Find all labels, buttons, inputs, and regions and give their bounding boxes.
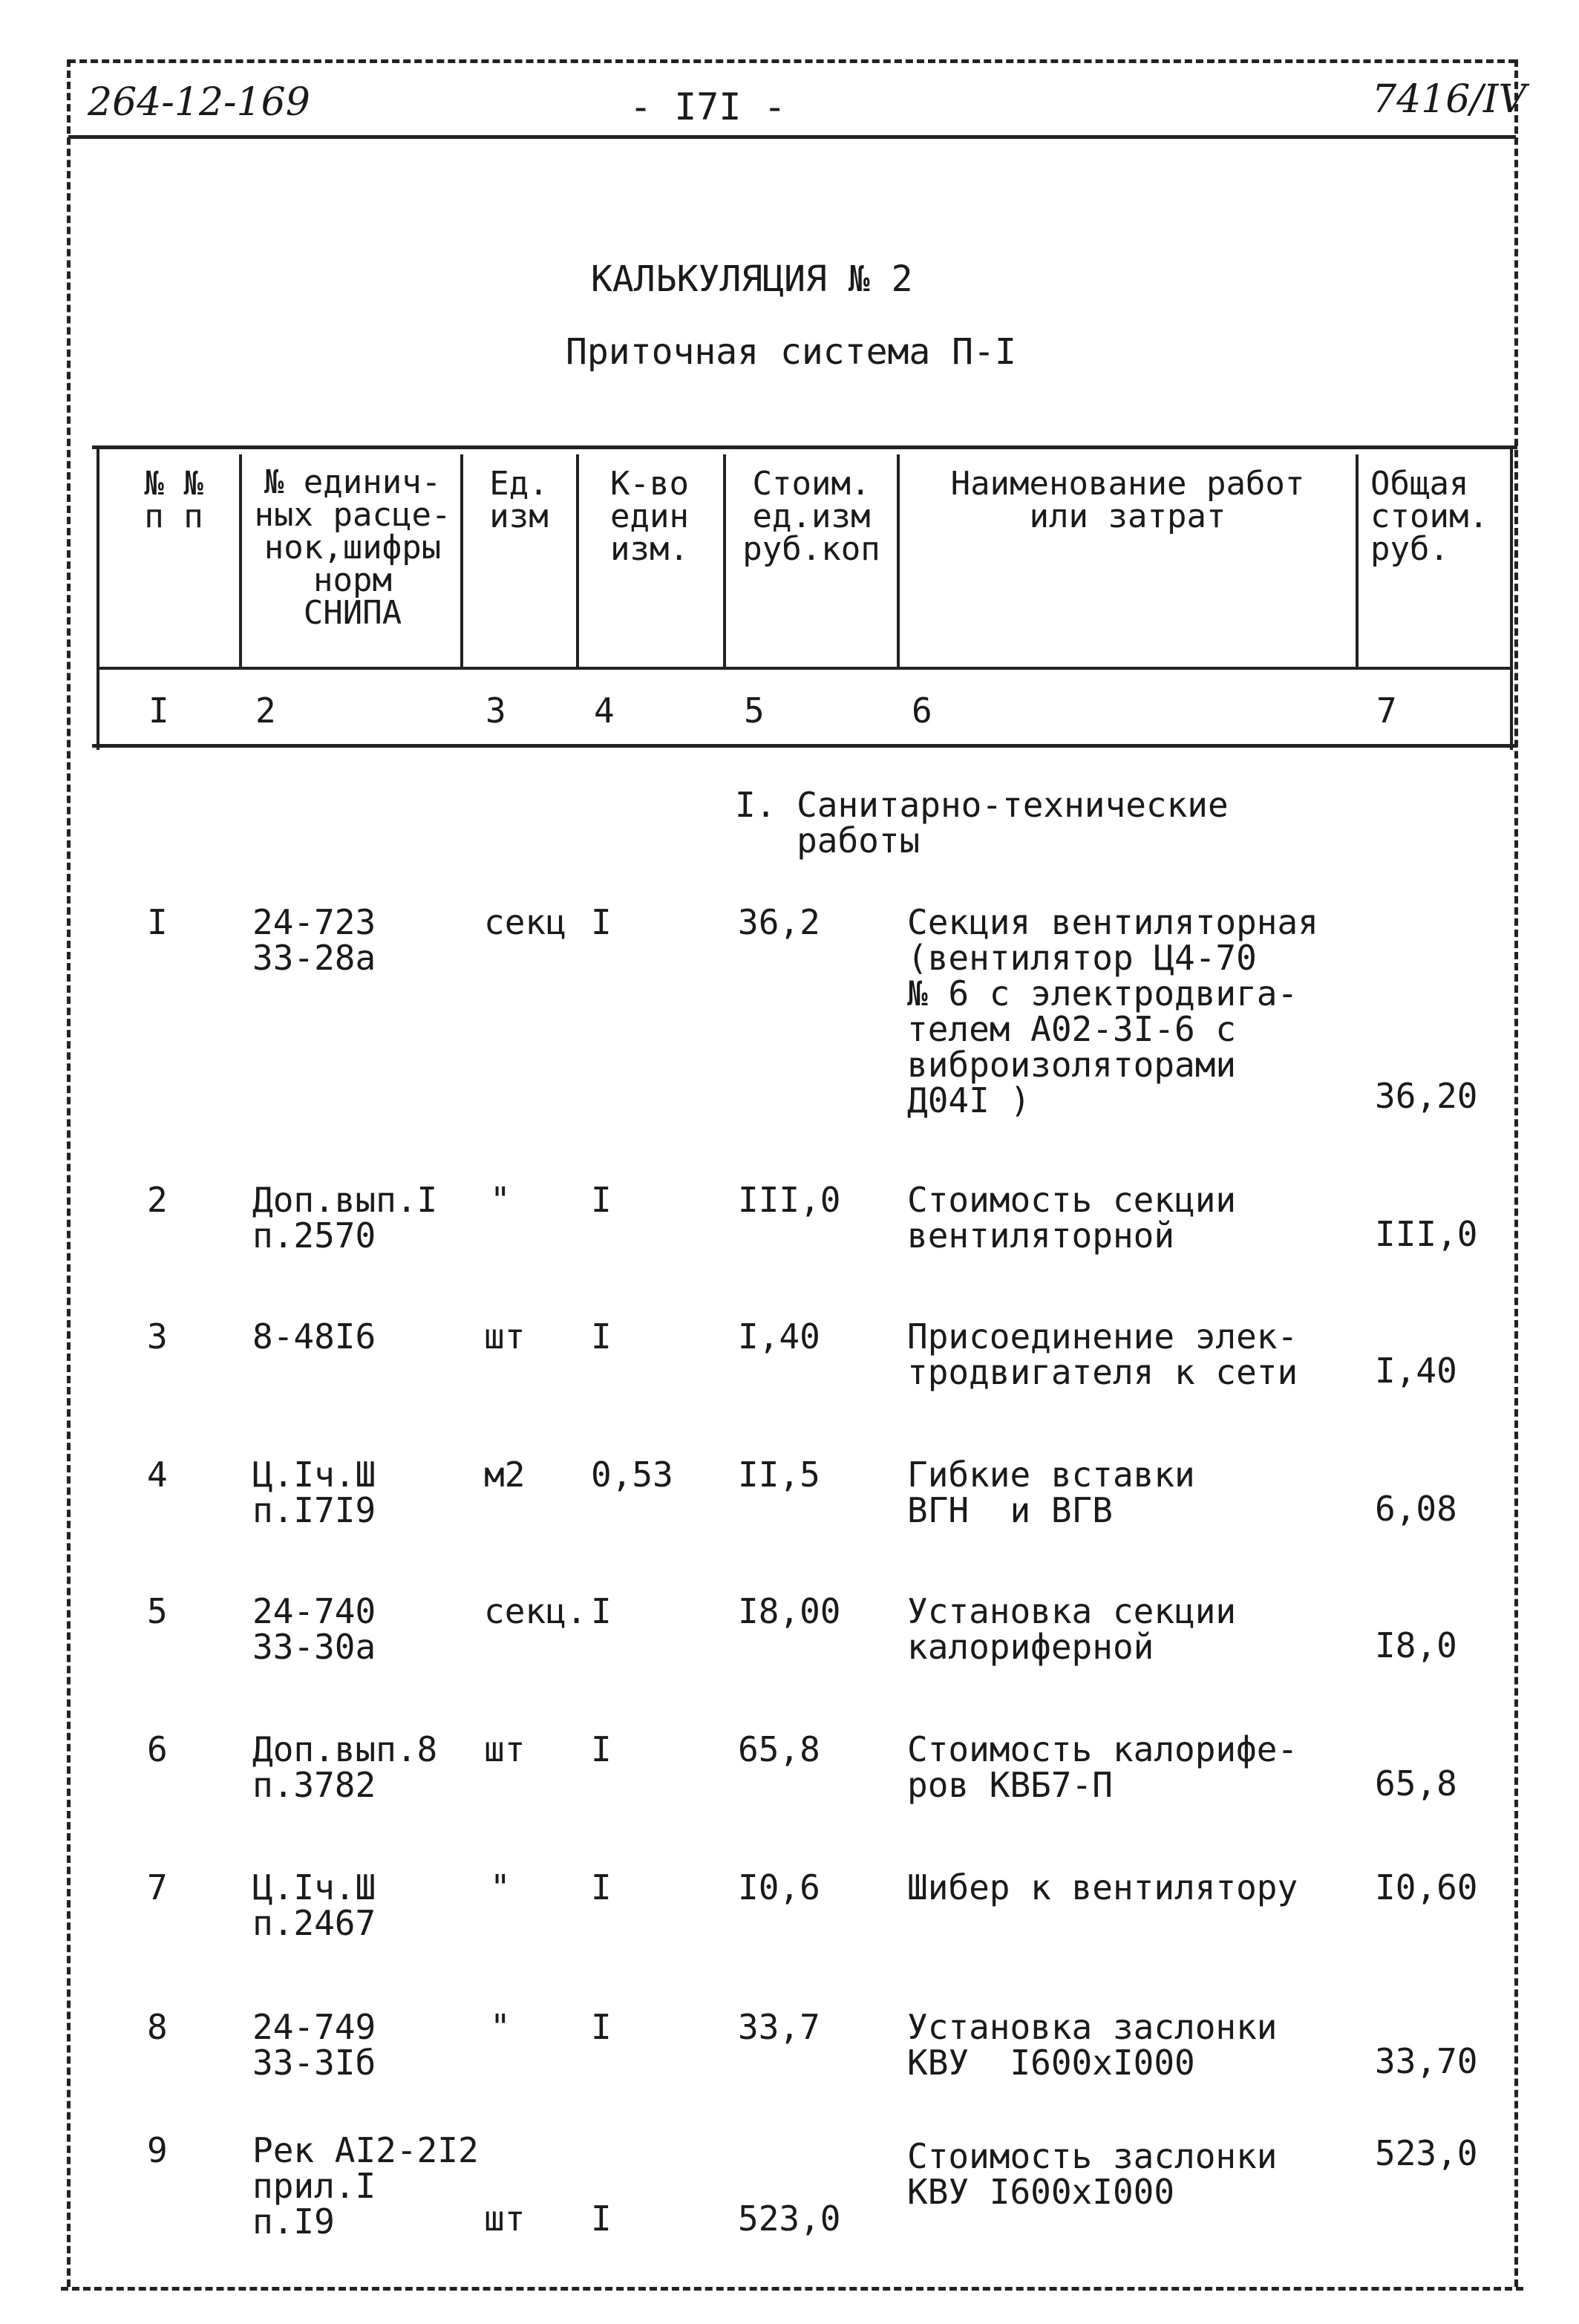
column-number-6: 6 [912, 691, 932, 731]
row-unit: шт [484, 1316, 526, 1357]
column-header-6: Наименование работ или затрат [950, 465, 1305, 535]
column-divider [239, 454, 242, 670]
row-unit: секц. [484, 1591, 587, 1631]
row-code: 24-723 33-28а [252, 902, 376, 978]
row-qty: I [591, 1180, 612, 1220]
page-title: КАЛЬКУЛЯЦИЯ № 2 [591, 258, 913, 300]
row-price: 523,0 [738, 2199, 841, 2239]
row-name: Установка секции калориферной [907, 1591, 1237, 1667]
row-total: 65,8 [1375, 1763, 1457, 1804]
column-number-7: 7 [1376, 691, 1397, 731]
row-qty: I [591, 1729, 612, 1769]
row-code: Ц.Iч.Ш п.2467 [252, 1867, 376, 1943]
row-price: I0,6 [738, 1867, 820, 1907]
row-unit: шт [484, 2199, 526, 2239]
table-top-rule [92, 445, 1517, 449]
column-number-4: 4 [594, 691, 615, 731]
row-price: I,40 [738, 1316, 820, 1357]
column-number-5: 5 [744, 691, 765, 731]
row-total: III,0 [1375, 1214, 1478, 1254]
row-unit: шт [484, 1729, 526, 1769]
row-price: II,5 [738, 1455, 820, 1495]
row-number: 2 [147, 1180, 168, 1220]
row-total: 36,20 [1375, 1076, 1478, 1116]
row-unit: " [490, 1180, 511, 1220]
row-number: I [147, 902, 168, 942]
column-number-1: I [148, 691, 169, 731]
frame-right-border [1514, 59, 1518, 2287]
column-header-5: Стоим. ед.изм руб.коп [742, 465, 880, 568]
row-unit: " [490, 1867, 511, 1907]
row-qty: I [591, 1591, 612, 1631]
row-total: I8,0 [1375, 1625, 1457, 1665]
row-code: Доп.вып.8 п.3782 [252, 1729, 438, 1805]
row-price: 36,2 [738, 902, 820, 942]
row-code: 24-749 33-3Iб [252, 2007, 376, 2083]
header-rule [68, 135, 1516, 139]
row-name: Стоимость калорифе- ров КВБ7-П [907, 1729, 1298, 1805]
column-number-2: 2 [255, 691, 276, 731]
row-total: 6,08 [1375, 1489, 1457, 1529]
row-code: Рек АI2-2I2 прил.I п.I9 [252, 2130, 479, 2242]
row-name: Секция вентиляторная (вентилятор Ц4-70 № 6 с электродвига- телем А02-3I-6 с виброизоляторами Д04I ) [907, 902, 1318, 1120]
row-qty: I [591, 902, 612, 942]
row-qty: I [591, 2199, 612, 2239]
row-total: 523,0 [1375, 2133, 1478, 2173]
table-bottom-rule [92, 744, 1517, 748]
sheet-code: 7416/IV [1372, 77, 1526, 122]
row-number: 3 [147, 1316, 168, 1357]
row-code: Доп.вып.I п.2570 [252, 1180, 438, 1256]
row-total: 33,70 [1375, 2041, 1478, 2081]
row-price: 33,7 [738, 2007, 820, 2047]
row-price: III,0 [738, 1180, 841, 1220]
column-header-2: № единич- ных расце- нок,шифры норм СНИПА [254, 463, 451, 632]
row-name: Шибер к вентилятору [907, 1867, 1298, 1907]
column-header-3: Ед. изм [489, 465, 549, 535]
row-unit: м2 [484, 1455, 526, 1495]
column-number-3: 3 [486, 691, 506, 731]
row-price: 65,8 [738, 1729, 820, 1769]
frame-left-border [67, 59, 71, 2287]
page-number: - I7I - [630, 85, 786, 128]
row-total: I0,60 [1375, 1867, 1478, 1907]
row-number: 5 [147, 1591, 168, 1631]
row-code: 24-740 33-30а [252, 1591, 376, 1667]
row-price: I8,00 [738, 1591, 841, 1631]
row-name: Гибкие вставки ВГН и ВГВ [907, 1455, 1195, 1530]
row-qty: I [591, 2007, 612, 2047]
frame-bottom-border [61, 2287, 1523, 2291]
row-code: Ц.Iч.Ш п.I7I9 [252, 1455, 376, 1530]
column-header-1: № № п п [144, 465, 203, 535]
column-header-4: К-во един изм. [610, 465, 689, 568]
row-qty: I [591, 1867, 612, 1907]
row-qty: 0,53 [591, 1455, 673, 1495]
column-header-7: Общая стоим. руб. [1370, 465, 1488, 568]
column-divider [897, 454, 900, 670]
row-number: 8 [147, 2007, 168, 2047]
row-qty: I [591, 1316, 612, 1357]
table-header [97, 445, 1513, 750]
row-name: Установка заслонки КВУ I600хI000 [907, 2007, 1278, 2083]
row-number: 4 [147, 1455, 168, 1495]
doc-code: 264-12-169 [88, 80, 310, 125]
section-title: I. Санитарно-технические работы [735, 785, 1229, 861]
row-total: I,40 [1375, 1351, 1457, 1391]
row-number: 9 [147, 2130, 168, 2170]
row-number: 6 [147, 1729, 168, 1769]
frame-top-border [68, 59, 1516, 63]
row-number: 7 [147, 1867, 168, 1907]
page-subtitle: Приточная система П-I [566, 331, 1016, 373]
table-mid-rule [99, 667, 1510, 670]
row-unit: секц [484, 902, 566, 942]
row-unit: " [490, 2007, 511, 2047]
row-name: Стоимость заслонки КВУ I600хI000 [907, 2136, 1278, 2212]
row-name: Стоимость секции вентиляторной [907, 1180, 1237, 1256]
row-code: 8-48I6 [252, 1316, 376, 1357]
row-name: Присоединение элек- тродвигателя к сети [907, 1316, 1298, 1392]
